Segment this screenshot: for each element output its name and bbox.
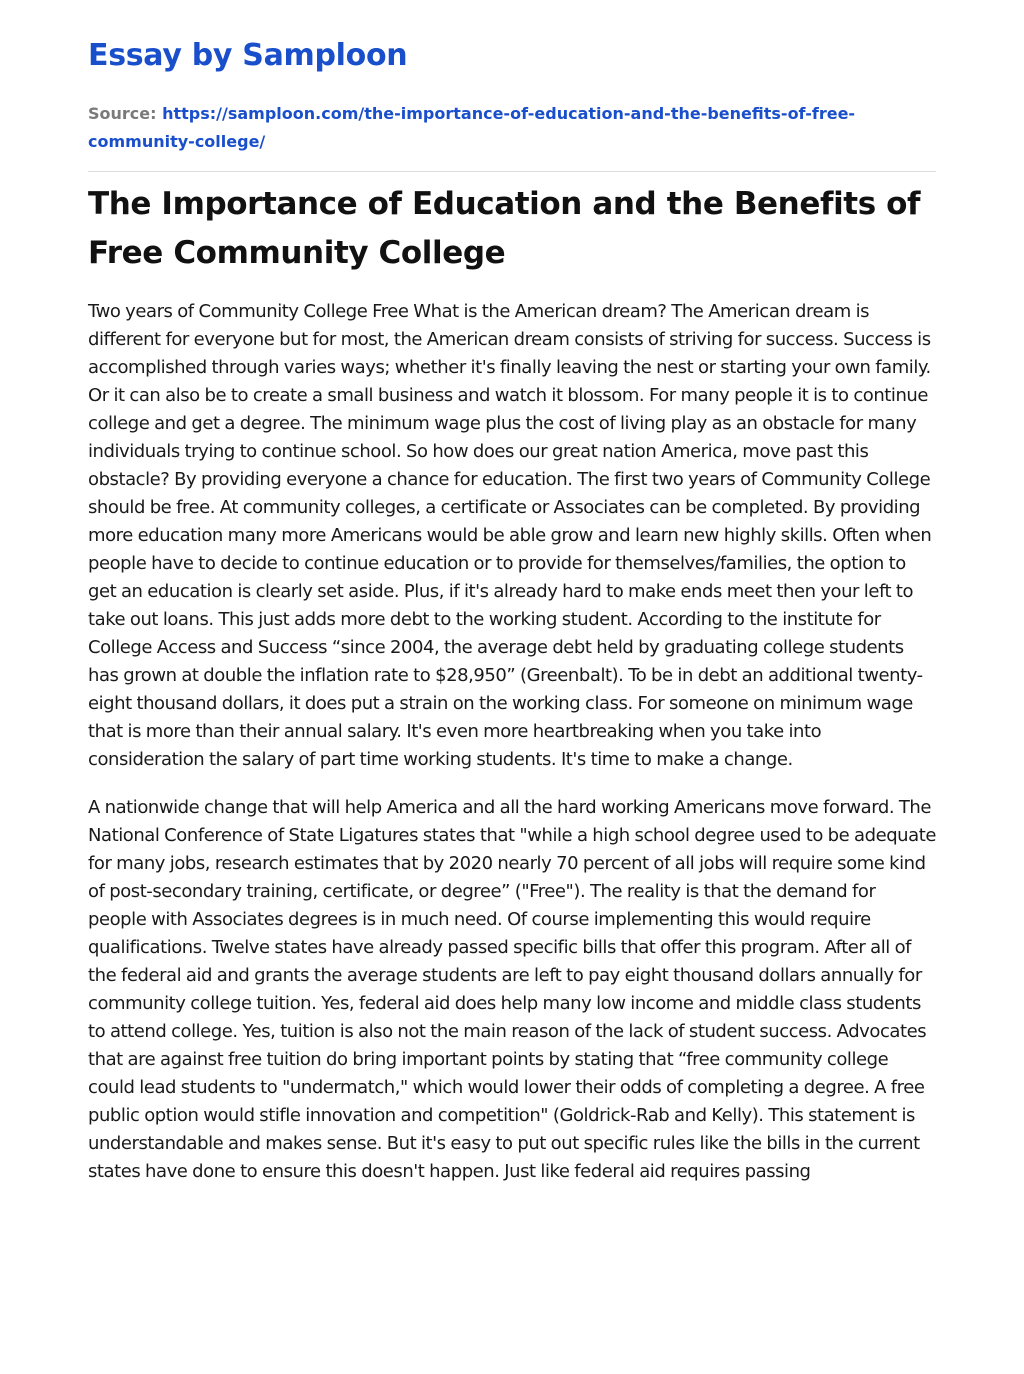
- site-brand-title[interactable]: Essay by Samploon: [88, 38, 408, 73]
- header-divider: [88, 171, 936, 172]
- source-link[interactable]: https://samploon.com/the-importance-of-education-and-the-benefits-of-free-community-college/: [88, 104, 856, 151]
- essay-body: [88, 298, 936, 1206]
- essay-title: The Importance of Education and the Benefits of Free Community College: [88, 186, 921, 271]
- source-line: [88, 100, 858, 156]
- essay-paragraph: Two years of Community College Free What is the American dream? The American dream is different for everyone but for most, the American dream consists of striving for success. Success is accomplished through varies ways; whether it's finally leaving the nest or starting your own family. Or it can also be to create a small business and watch it blossom. For many people it is to continue college and get a degree. The minimum wage plus the cost of living play as an obstacle for many individuals trying to continue school. So how does our great nation America, move past this obstacle? By providing everyone a chance for education. The first two years of Community College should be free. At community colleges, a certificate or Associates can be completed. By providing more education many more Americans would be able grow and learn new highly skills. Often when people have to decide to continue education or to provide for themselves/families, the option to get an education is clearly set aside. Plus, if it's already hard to make ends meet then your left to take out loans. This just adds more debt to the working student. According to the institute for College Access and Success “since 2004, the average debt held by graduating college students has grown at double the inflation rate to $28,950” (Greenbalt). To be in debt an additional twenty-eight thousand dollars, it does put a strain on the working class. For someone on minimum wage that is more than their annual salary. It's even more heartbreaking when you take into consideration the salary of part time working students. It's time to make a change.: [88, 301, 932, 770]
- source-label: Source:: [88, 104, 157, 123]
- essay-paragraph: A nationwide change that will help America and all the hard working Americans move forward. The National Conference of State Ligatures states that "while a high school degree used to be adequate for many jobs, research estimates that by 2020 nearly 70 percent of all jobs will require some kind of post-secondary training, certificate, or degree” ("Free"). The reality is that the demand for people with Associates degrees is in much need. Of course implementing this would require qualifications. Twelve states have already passed specific bills that offer this program. After all of the federal aid and grants the average students are left to pay eight thousand dollars annually for community college tuition. Yes, federal aid does help many low income and middle class students to attend college. Yes, tuition is also not the main reason of the lack of student success. Advocates that are against free tuition do bring important points by stating that “free community college could lead students to "undermatch," which would lower their odds of completing a degree. A free public option would stifle innovation and competition" (Goldrick-Rab and Kelly). This statement is understandable and makes sense. But it's easy to put out specific rules like the bills in the current states have done to ensure this doesn't happen. Just like federal aid requires passing: [88, 797, 936, 1182]
